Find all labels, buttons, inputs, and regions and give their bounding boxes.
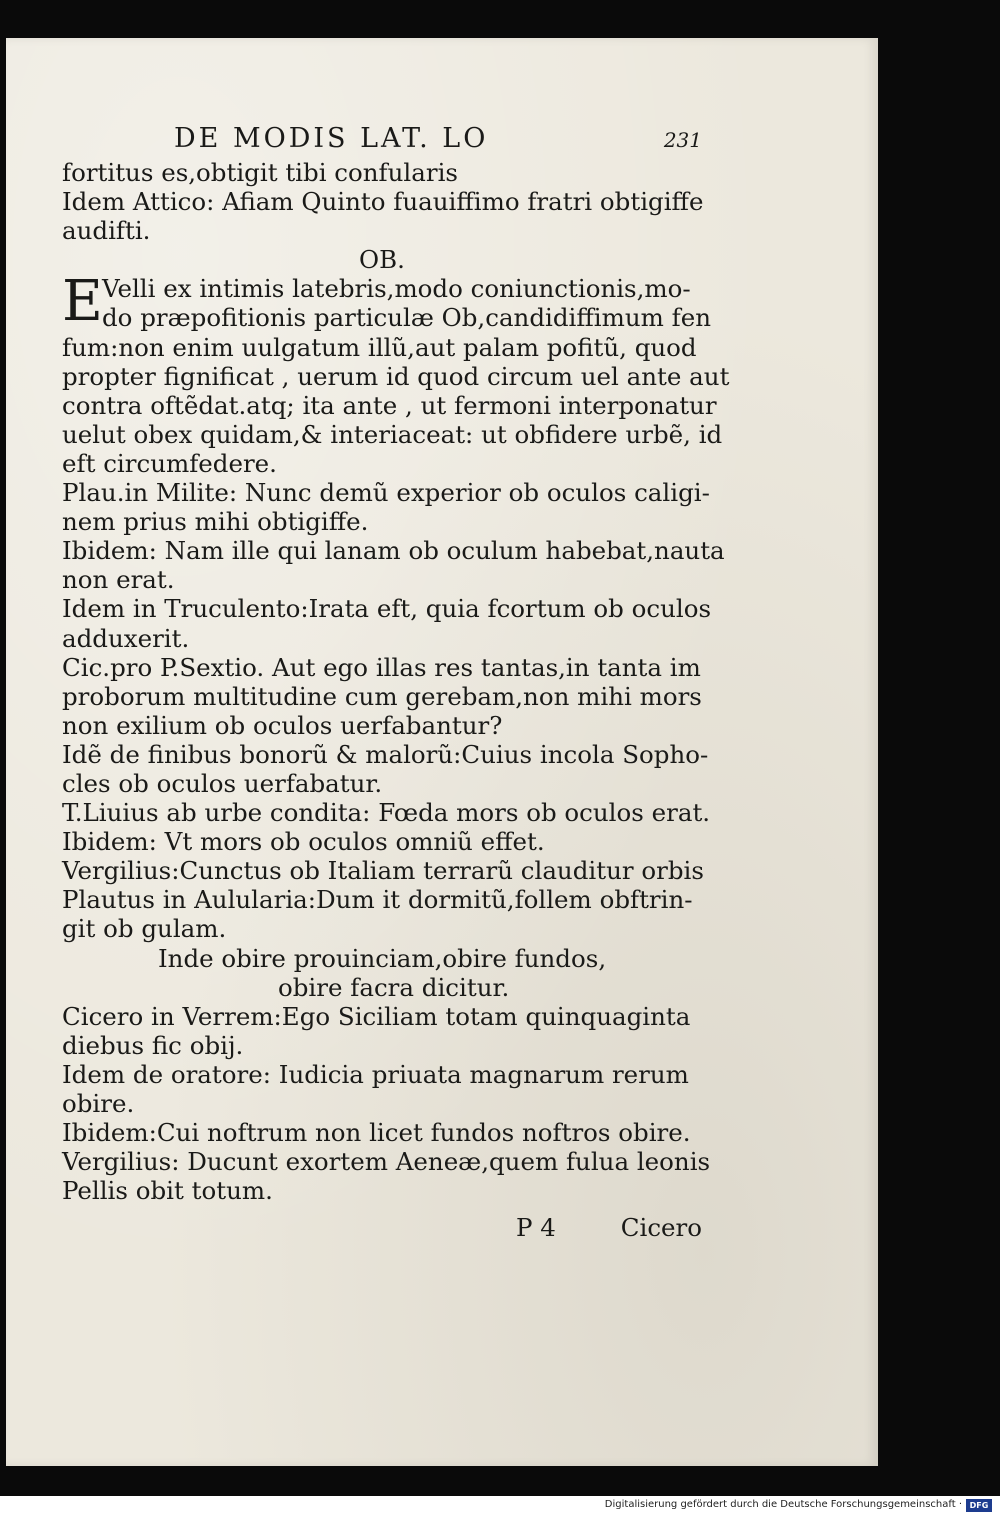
drop-cap: E <box>62 269 103 335</box>
funding-credit: Digitalisierung gefördert durch die Deutsche Forschungsgemeinschaft · <box>604 1499 962 1510</box>
text-line: Cic.pro P.Sextio. Aut ego illas res tantas,in tanta im <box>62 652 701 682</box>
text-line: fortitus es,obtigit tibi confularis <box>62 158 458 187</box>
text-line: Ibidem: Nam ille qui lanam ob oculum habebat,nauta <box>62 536 725 566</box>
text-line: non erat. <box>62 565 175 595</box>
text-line: Idem de oratore: Iudicia priuata magnarum rerum <box>62 1059 689 1089</box>
footer-strip <box>0 1496 1000 1516</box>
signature-mark: P 4 <box>516 1213 556 1243</box>
running-title: DE MODIS LAT. LO <box>174 123 489 154</box>
text-line: adduxerit. <box>62 623 190 653</box>
text-line: diebus fic obij. <box>62 1030 244 1060</box>
text-line: Velli ex intimis latebris,modo coniunctionis,mo- <box>102 274 691 304</box>
running-header <box>62 124 702 158</box>
page-number: 231 <box>663 128 702 152</box>
indented-line: Inde obire prouinciam,obire fundos, <box>158 943 607 973</box>
drop-cap-paragraph <box>62 269 711 335</box>
dfg-logo-icon: DFG <box>966 1499 992 1512</box>
text-line: Ibidem: Vt mors ob oculos omniũ effet. <box>62 827 545 857</box>
text-line: contra oftẽdat.atq; ita ante , ut fermoni interponatur <box>62 390 717 420</box>
book-page <box>6 38 878 1466</box>
text-line: Vergilius: Ducunt exortem Aeneæ,quem fulua leonis <box>62 1147 711 1177</box>
text-line: Idẽ de finibus bonorũ & malorũ:Cuius incola Sopho- <box>62 739 709 769</box>
text-line: obire. <box>62 1089 135 1118</box>
catchword: Cicero <box>620 1213 702 1243</box>
text-line: Plautus in Aulularia:Dum it dormitũ,follem obftrin- <box>62 885 693 915</box>
text-block <box>62 123 730 1247</box>
text-line: T.Liuius ab urbe condita: Fœda mors ob oculos erat. <box>62 798 711 828</box>
text-line: nem prius mihi obtigiffe. <box>62 507 369 537</box>
text-line: Pellis obit totum. <box>62 1176 273 1206</box>
text-line: git ob gulam. <box>62 914 227 944</box>
text-line: cles ob oculos uerfabatur. <box>62 768 383 798</box>
text-line: Idem in Truculento:Irata eft, quia fcortum ob oculos <box>62 594 712 624</box>
text-line: proborum multitudine cum gerebam,non mihi mors <box>62 681 702 711</box>
text-line: uelut obex quidam,& interiaceat: ut obfidere urbẽ, id <box>62 419 723 449</box>
section-heading: OB. <box>359 245 405 275</box>
text-line: Ibidem:Cui noftrum non licet fundos noftros obire. <box>62 1118 691 1148</box>
text-line: Idem Attico: Afiam Quinto fuauiffimo fratri obtigiffe <box>62 187 704 217</box>
signature-line <box>62 1211 702 1247</box>
text-line: audifti. <box>62 216 151 246</box>
indented-line: obire facra dicitur. <box>278 972 510 1002</box>
text-line: propter fignificat , uerum id quod circum uel ante aut <box>62 361 730 391</box>
text-line: do præpofitionis particulæ Ob,candidiffimum fen <box>102 303 711 333</box>
text-line: fum:non enim uulgatum illũ,aut palam pofitũ, quod <box>62 332 697 362</box>
text-line: Plau.in Milite: Nunc demũ experior ob oculos caligi- <box>62 478 710 508</box>
text-line: Cicero in Verrem:Ego Siciliam totam quinquaginta <box>62 1001 691 1031</box>
text-line: non exilium ob oculos uerfabantur? <box>62 710 503 740</box>
text-line: eft circumfedere. <box>62 448 277 478</box>
text-line: Vergilius:Cunctus ob Italiam terrarũ clauditur orbis <box>62 856 704 886</box>
